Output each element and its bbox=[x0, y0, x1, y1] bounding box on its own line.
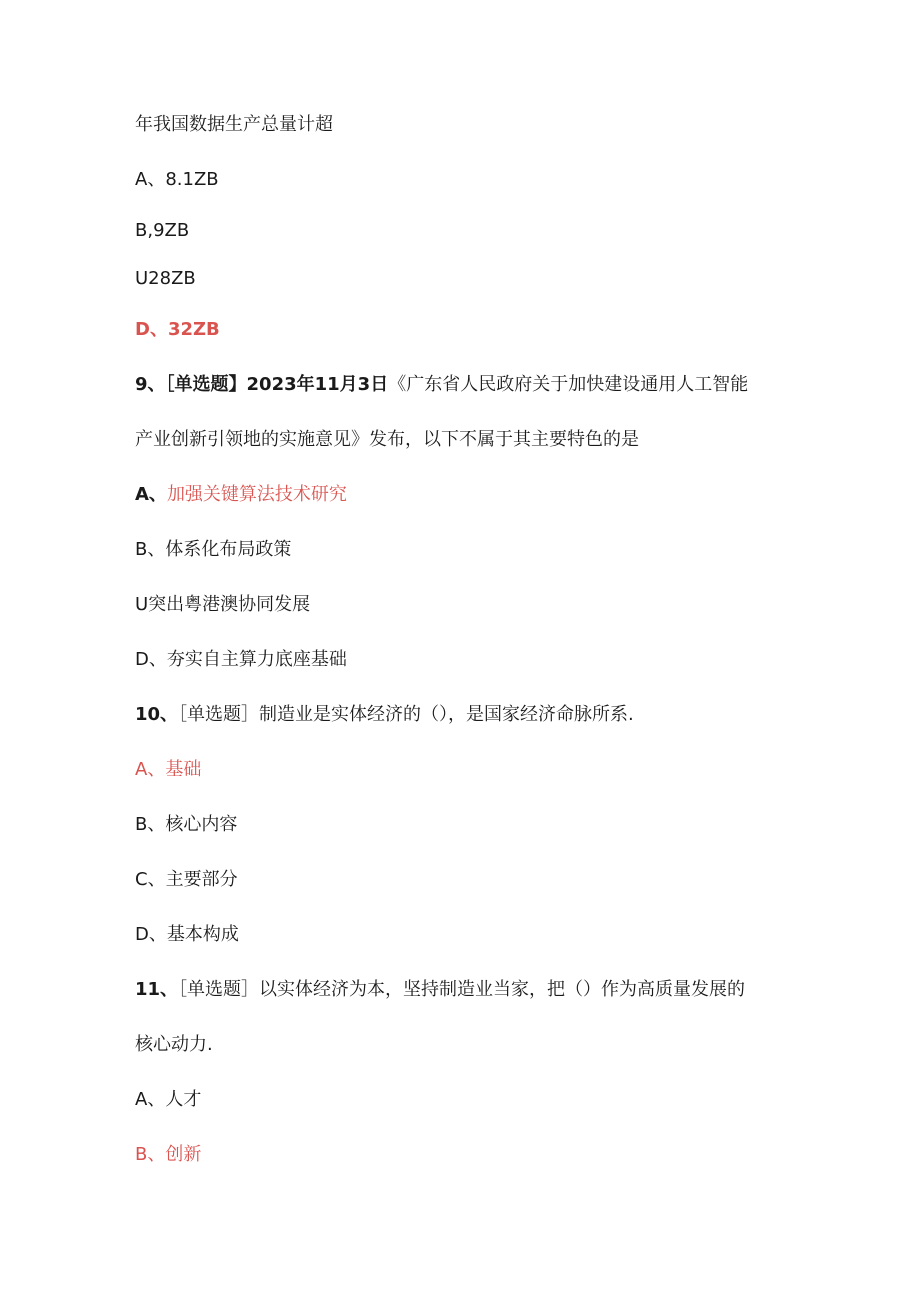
q8-option-b[interactable]: B,9ZB bbox=[135, 220, 190, 241]
q11-option-a[interactable]: A、人才 bbox=[135, 1089, 202, 1110]
q9-stem-text: 《广东省人民政府关于加快建设通用人工智能 bbox=[388, 374, 749, 395]
q9-option-a-text: 加强关键算法技术研究 bbox=[166, 484, 347, 505]
q8-option-c[interactable]: U28ZB bbox=[135, 268, 196, 289]
q10-option-b[interactable]: B、核心内容 bbox=[135, 814, 238, 835]
q9-option-a-letter: A、 bbox=[135, 484, 167, 505]
q11-stem-line2: 核心动力. bbox=[135, 1034, 213, 1055]
q10-option-d[interactable]: D、基本构成 bbox=[135, 924, 239, 945]
q8-option-d-correct[interactable]: D、32ZB bbox=[135, 319, 220, 340]
q11-stem bbox=[135, 978, 745, 1002]
q10-stem-text: ［单选题］制造业是实体经济的（），是国家经济命脉所系. bbox=[178, 704, 634, 725]
q11-stem-text: ［单选题］以实体经济为本，坚持制造业当家，把（）作为高质量发展的 bbox=[178, 979, 746, 1000]
q9-option-b[interactable]: B、体系化布局政策 bbox=[135, 539, 292, 560]
q10-option-a-correct[interactable]: A、基础 bbox=[135, 759, 202, 780]
q8-option-a[interactable]: A、8.1ZB bbox=[135, 169, 219, 190]
q10-option-c[interactable]: C、主要部分 bbox=[135, 869, 238, 890]
q10-stem bbox=[135, 703, 634, 727]
q9-stem-line2: 产业创新引领地的实施意见》发布，以下不属于其主要特色的是 bbox=[135, 429, 639, 450]
q10-number: 10、 bbox=[135, 704, 179, 725]
q11-option-b-correct[interactable]: B、创新 bbox=[135, 1144, 202, 1165]
q11-number: 11、 bbox=[135, 979, 179, 1000]
q9-option-c[interactable]: U突出粤港澳协同发展 bbox=[135, 594, 311, 615]
q9-option-d[interactable]: D、夯实自主算力底座基础 bbox=[135, 649, 347, 670]
q9-number: 9、 bbox=[135, 374, 166, 395]
q9-stem bbox=[135, 373, 748, 397]
q9-option-a-correct[interactable] bbox=[135, 483, 347, 507]
q9-tag: ［单选题】2023年11月3日 bbox=[165, 374, 389, 395]
q8-stem-continuation: 年我国数据生产总量计超 bbox=[135, 114, 333, 135]
